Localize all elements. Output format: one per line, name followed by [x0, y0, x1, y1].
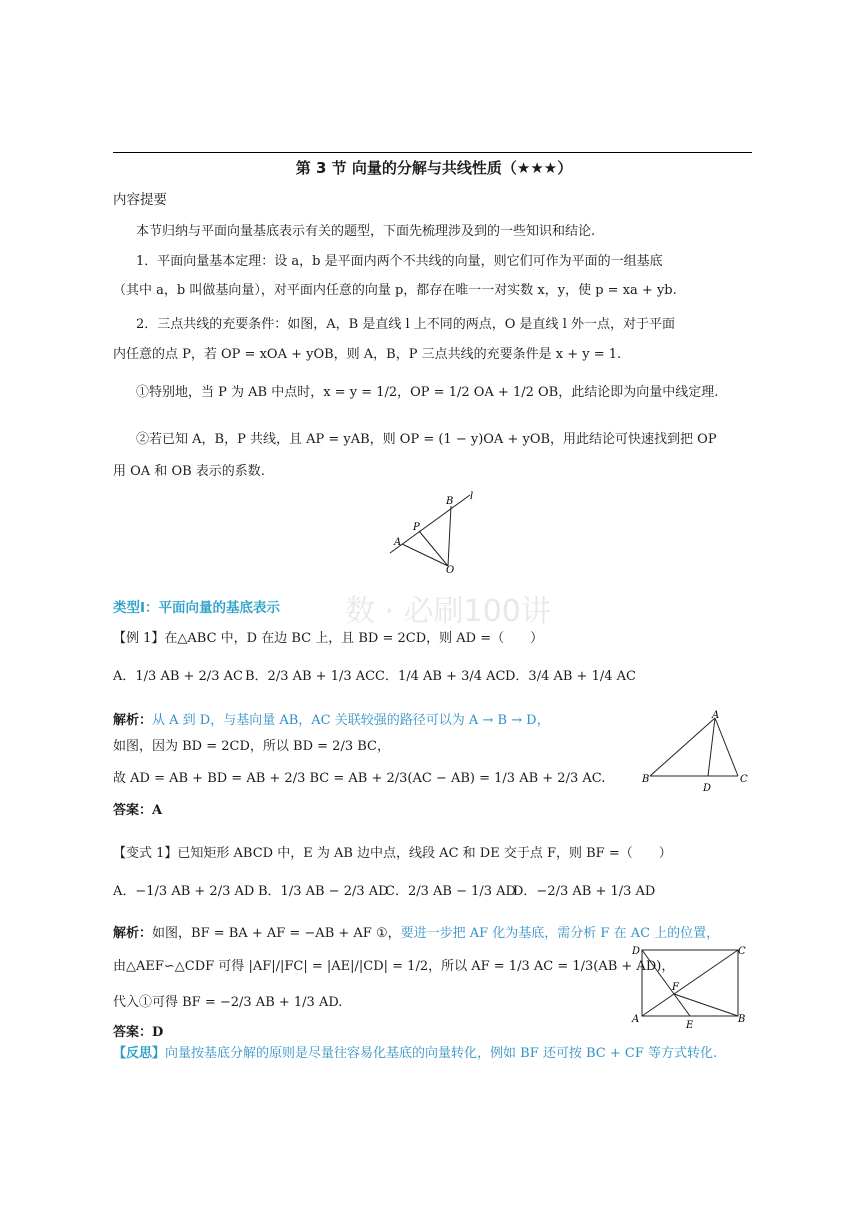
variant1-solution-line2: 由△AEF∽△CDF 可得 |AF|/|FC| = |AE|/|CD| = 1/2，所以 AF = 1/3 AC = 1/3(AB + AD)，: [113, 959, 675, 974]
fig3-label-b: B: [738, 1014, 746, 1025]
reflection-text: 向量按基底分解的原则是尽量往容易化基底的向量转化，例如 BF 还可按 BC + CF 等方式转化.: [165, 1046, 718, 1061]
watermark: 数 · 必刷100讲: [345, 594, 551, 629]
example1-solution-line1: 从 A 到 D，与基向量 AB，AC 关联较强的路径可以为 A → B → D，: [152, 713, 550, 728]
fig2-label-a: A: [712, 710, 720, 721]
point1-line1: 1．平面向量基本定理：设 a，b 是平面内两个不共线的向量，则它们可作为平面的一组基底: [136, 254, 663, 269]
variant1-solution-label: 解析：: [113, 926, 153, 941]
point2-line1: 2．三点共线的充要条件：如图，A，B 是直线 l 上不同的两点，O 是直线 l 外一点，对于平面: [136, 317, 675, 332]
fig3-label-c: C: [738, 946, 746, 957]
fig2-label-c: C: [740, 774, 748, 785]
example1-option-b: B．2/3 AB + 1/3 AC: [245, 669, 376, 684]
fig1-label-b: B: [446, 496, 454, 507]
variant1-answer: 答案：D: [113, 1025, 164, 1040]
note1: ①特别地，当 P 为 AB 中点时，x = y = 1/2，OP = 1/2 OA + 1/2 OB，此结论即为向量中线定理.: [136, 385, 719, 400]
fig2-label-d: D: [703, 783, 712, 794]
example1-option-c: C．1/4 AB + 3/4 AC: [375, 669, 506, 684]
example1-answer: 答案：A: [113, 803, 163, 818]
fig2-label-b: B: [642, 774, 650, 785]
fig3-label-f: F: [672, 982, 679, 993]
variant1-option-d: D．−2/3 AB + 1/3 AD: [513, 884, 656, 899]
reflection-label: 【反思】: [113, 1046, 166, 1061]
fig1-label-l: l: [470, 491, 474, 502]
fig1-label-p: P: [413, 522, 420, 533]
example1-solution-line2: 如图，因为 BD = 2CD，所以 BD = 2/3 BC，: [113, 739, 390, 754]
example1-option-a: A．1/3 AB + 2/3 AC: [113, 669, 243, 684]
rectangle-figure: [628, 940, 748, 1032]
example1-solution-label: 解析：: [113, 713, 153, 728]
fig3-label-e: E: [686, 1020, 694, 1031]
fig3-label-a: A: [632, 1014, 640, 1025]
variant1-solution-line1a: 如图，BF = BA + AF = −AB + AF ①，: [152, 926, 401, 941]
page-title: 第 3 节 向量的分解与共线性质（★★★）: [295, 159, 573, 177]
note2-line2: 用 OA 和 OB 表示的系数.: [113, 464, 265, 479]
collinear-figure: [382, 490, 492, 575]
point2-line2: 内任意的点 P，若 OP = xOA + yOB，则 A，B，P 三点共线的充要条件是 x + y = 1.: [113, 347, 622, 362]
triangle-figure: [640, 710, 750, 794]
fig1-label-o: O: [446, 565, 455, 575]
section-header: 内容提要: [113, 192, 167, 208]
variant1-question: 【变式 1】已知矩形 ABCD 中，E 为 AB 边中点，线段 AC 和 DE 交于点 F，则 BF =（ ）: [113, 846, 672, 861]
note2-line1: ②若已知 A，B，P 共线，且 AP = yAB，则 OP = (1 − y)OA + yOB，用此结论可快速找到把 OP: [136, 432, 717, 447]
example1-option-d: D．3/4 AB + 1/4 AC: [505, 669, 636, 684]
variant1-solution-line1b: 要进一步把 AF 化为基底，需分析 F 在 AC 上的位置，: [400, 926, 720, 941]
intro-text: 本节归纳与平面向量基底表示有关的题型，下面先梳理涉及到的一些知识和结论.: [136, 224, 596, 239]
variant1-option-b: B．1/3 AB − 2/3 AD: [258, 884, 389, 899]
fig1-label-a: A: [394, 537, 402, 548]
example1-question: 【例 1】在△ABC 中，D 在边 BC 上，且 BD = 2CD，则 AD =（ ）: [113, 631, 544, 646]
type1-header: 类型Ⅰ：平面向量的基底表示: [113, 600, 281, 616]
variant1-option-c: C．2/3 AB − 1/3 AD: [385, 884, 516, 899]
example1-solution-line3: 故 AD = AB + BD = AB + 2/3 BC = AB + 2/3(AC − AB) = 1/3 AB + 2/3 AC.: [113, 771, 606, 786]
fig3-label-d: D: [632, 946, 641, 957]
variant1-option-a: A．−1/3 AB + 2/3 AD: [113, 884, 255, 899]
header-rule: [113, 152, 752, 153]
variant1-solution-line3: 代入①可得 BF = −2/3 AB + 1/3 AD.: [113, 995, 343, 1010]
point1-line2: （其中 a，b 叫做基向量），对平面内任意的向量 p，都存在唯一一对实数 x，y，使 p = xa + yb.: [113, 283, 677, 298]
